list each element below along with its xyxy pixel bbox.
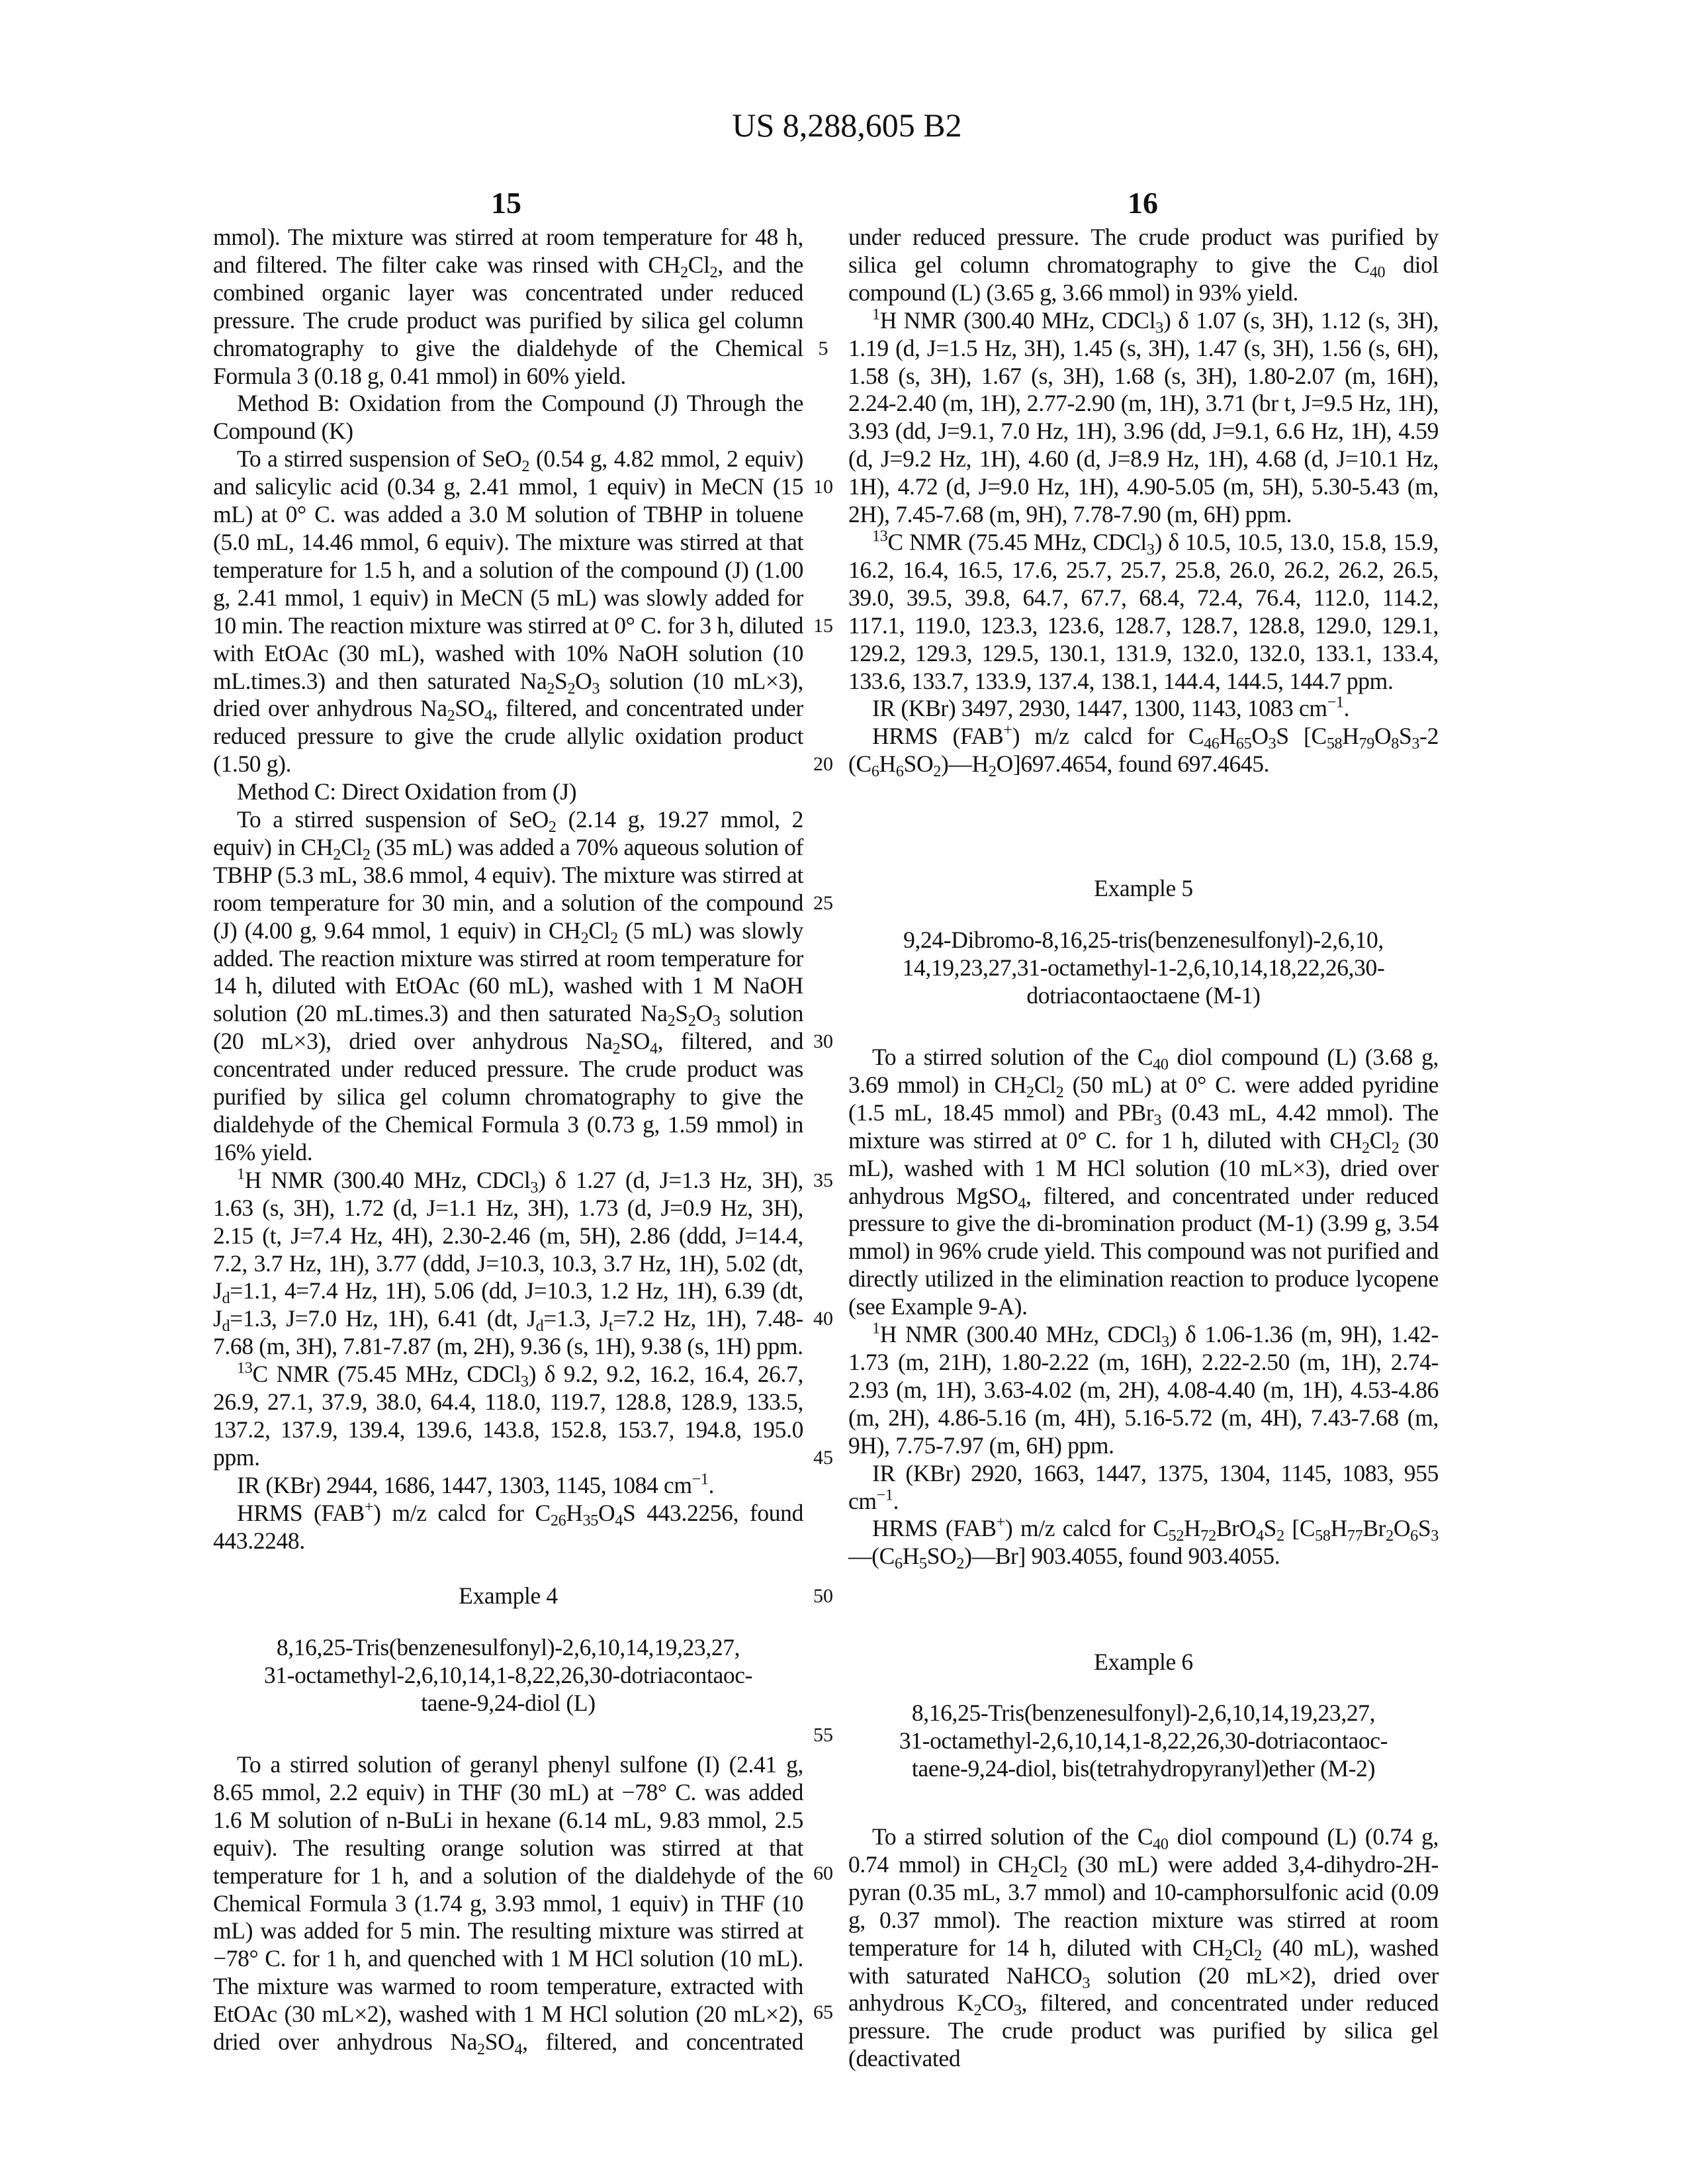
paragraph: mmol). The mixture was stirred at room temperature for 48 h, and filtered. The filter cake was rinsed with CH2Cl2, and the combined organic layer was concentrated under reduced pressure. The crude product was purified by silica gel column chromatography to give the dialdehyde of the Chemical Formula 3 (0.18 g, 0.41 mmol) in 60% yield. [213,224,803,390]
example-6-title [848,1700,1439,1783]
title-line: 8,16,25-Tris(benzenesulfonyl)-2,6,10,14,19,23,27, [848,1700,1439,1727]
paragraph: To a stirred solution of geranyl phenyl sulfone (I) (2.41 g, 8.65 mmol, 2.2 equiv) in THF (30 mL) at −78° C. was added 1.6 M solution of n-BuLi in hexane (6.14 mL, 9.83 mmol, 2.5 equiv). The resulting orange solution was stirred at that temperature for 1 h, and a solution of the dialdehyde of the Chemical Formula 3 (1.74 g, 3.93 mmol, 1 equiv) in THF (10 mL) was added for 5 min. The resulting mixture was stirred at −78° C. for 1 h, and quenched with 1 M HCl solution (10 mL). The mixture was warmed to room temperature, extracted with EtOAc (30 mL×2), washed with 1 M HCl solution (20 mL×2), dried over anhydrous Na2SO4, filtered, and concentrated [213,1751,803,2056]
paragraph: under reduced pressure. The crude product was purified by silica gel column chromatography to give the C40 diol compound (L) (3.65 g, 3.66 mmol) in 93% yield. [848,224,1439,307]
line-number: 65 [809,1999,838,2026]
line-number: 10 [809,473,838,501]
ir-data: IR (KBr) 3497, 2930, 1447, 1300, 1143, 1083 cm−1. [848,695,1439,723]
title-line: 31-octamethyl-2,6,10,14,1-8,22,26,30-dotriacontaoc- [848,1727,1439,1755]
h-nmr-data: 1H NMR (300.40 MHz, CDCl3) δ 1.07 (s, 3H), 1.12 (s, 3H), 1.19 (d, J=1.5 Hz, 3H), 1.45 (s, 3H), 1.47 (s, 3H), 1.56 (s, 6H), 1.58 (s, 3H), 1.67 (s, 3H), 1.68 (s, 3H), 1.80-2.07 (m, 16H), 2.24-2.40 (m, 1H), 2.77-2.90 (m, 1H), 3.71 (br t, J=9.5 Hz, 1H), 3.93 (dd, J=9.1, 7.0 Hz, 1H), 3.96 (dd, J=9.1, 6.6 Hz, 1H), 4.59 (d, J=9.2 Hz, 1H), 4.60 (d, J=8.9 Hz, 1H), 4.68 (d, J=10.1 Hz, 1H), 4.72 (d, J=9.0 Hz, 1H), 4.90-5.05 (m, 5H), 5.30-5.43 (m, 2H), 7.45-7.68 (m, 9H), 7.78-7.90 (m, 6H) ppm. [848,307,1439,529]
paragraph: To a stirred suspension of SeO2 (2.14 g, 19.27 mmol, 2 equiv) in CH2Cl2 (35 mL) was added a 70% aqueous solution of TBHP (5.3 mL, 38.6 mmol, 4 equiv). The mixture was stirred at room temperature for 30 min, and a solution of the compound (J) (4.00 g, 9.64 mmol, 1 equiv) in CH2Cl2 (5 mL) was slowly added. The reaction mixture was stirred at room temperature for 14 h, diluted with EtOAc (60 mL), washed with 1 M NaOH solution (20 mL.times.3) and then saturated Na2S2O3 solution (20 mL×3), dried over anhydrous Na2SO4, filtered, and concentrated under reduced pressure. The crude product was purified by silica gel column chromatography to give the dialdehyde of the Chemical Formula 3 (0.73 g, 1.59 mmol) in 16% yield. [213,806,803,1167]
line-number: 50 [809,1582,838,1610]
paragraph: To a stirred solution of the C40 diol compound (L) (3.68 g, 3.69 mmol) in CH2Cl2 (50 mL) at 0° C. were added pyridine (1.5 mL, 18.45 mmol) and PBr3 (0.43 mL, 4.42 mmol). The mixture was stirred at 0° C. for 1 h, diluted with CH2Cl2 (30 mL), washed with 1 M HCl solution (10 mL×3), dried over anhydrous MgSO4, filtered, and concentrated under reduced pressure to give the di-bromination product (M-1) (3.99 g, 3.54 mmol) in 96% crude yield. This compound was not purified and directly utilized in the elimination reaction to produce lycopene (see Example 9-A). [848,1044,1439,1321]
line-number: 60 [809,1860,838,1888]
line-number: 35 [809,1167,838,1195]
line-number: 20 [809,751,838,778]
hrms-data: HRMS (FAB+) m/z calcd for C52H72BrO4S2 [C58H77Br2O6S3—(C6H5SO2)—Br] 903.4055, found 903.4055. [848,1515,1439,1570]
line-number: 30 [809,1028,838,1056]
title-line: 8,16,25-Tris(benzenesulfonyl)-2,6,10,14,19,23,27, [213,1634,803,1662]
line-number: 5 [809,335,838,363]
line-number: 15 [809,612,838,640]
line-number: 45 [809,1444,838,1472]
hrms-data: HRMS (FAB+) m/z calcd for C26H35O4S 443.2256, found 443.2248. [213,1500,803,1555]
title-line: 9,24-Dibromo-8,16,25-tris(benzenesulfonyl)-2,6,10, [848,927,1439,954]
ir-data: IR (KBr) 2944, 1686, 1447, 1303, 1145, 1084 cm−1. [213,1472,803,1500]
title-line: 14,19,23,27,31-octamethyl-1-2,6,10,14,18,22,26,30- [848,954,1439,982]
line-number: 40 [809,1305,838,1333]
title-line: 31-octamethyl-2,6,10,14,1-8,22,26,30-dotriacontaoc- [213,1662,803,1690]
hrms-data: HRMS (FAB+) m/z calcd for C46H65O3S [C58H79O8S3-2 (C6H6SO2)—H2O]697.4654, found 697.4645. [848,723,1439,778]
method-b-heading: Method B: Oxidation from the Compound (J) Through the Compound (K) [213,390,803,445]
example-6-heading: Example 6 [848,1649,1439,1676]
c-nmr-data: 13C NMR (75.45 MHz, CDCl3) δ 10.5, 10.5, 13.0, 15.8, 15.9, 16.2, 16.4, 16.5, 17.6, 25.7, 25.7, 25.8, 26.0, 26.2, 26.2, 26.5, 39.0, 39.5, 39.8, 64.7, 67.7, 68.4, 72.4, 76.4, 112.0, 114.2, 117.1, 119.0, 123.3, 123.6, 128.7, 128.7, 128.8, 129.0, 129.1, 129.2, 129.3, 129.5, 130.1, 131.9, 132.0, 132.0, 133.1, 133.4, 133.6, 133.7, 133.9, 137.4, 138.1, 144.4, 144.5, 144.7 ppm. [848,529,1439,695]
paragraph: To a stirred solution of the C40 diol compound (L) (0.74 g, 0.74 mmol) in CH2Cl2 (30 mL) were added 3,4-dihydro-2H-pyran (0.35 mL, 3.7 mmol) and 10-camphorsulfonic acid (0.09 g, 0.37 mmol). The reaction mixture was stirred at room temperature for 14 h, diluted with CH2Cl2 (40 mL), washed with saturated NaHCO3 solution (20 mL×2), dried over anhydrous K2CO3, filtered, and concentrated under reduced pressure. The crude product was purified by silica gel (deactivated [848,1823,1439,2073]
ir-data: IR (KBr) 2920, 1663, 1447, 1375, 1304, 1145, 1083, 955 cm−1. [848,1460,1439,1516]
method-c-heading: Method C: Direct Oxidation from (J) [213,778,803,806]
line-number: 55 [809,1721,838,1749]
h-nmr-data: 1H NMR (300.40 MHz, CDCl3) δ 1.27 (d, J=1.3 Hz, 3H), 1.63 (s, 3H), 1.72 (d, J=1.1 Hz, 3H), 1.73 (d, J=0.9 Hz, 3H), 2.15 (t, J=7.4 Hz, 4H), 2.30-2.46 (m, 5H), 2.86 (ddd, J=14.4, 7.2, 3.7 Hz, 1H), 3.77 (ddd, J=10.3, 10.3, 3.7 Hz, 1H), 5.02 (dt, Jd=1.1, 4=7.4 Hz, 1H), 5.06 (dd, J=10.3, 1.2 Hz, 1H), 6.39 (dt, Jd=1.3, J=7.0 Hz, 1H), 6.41 (dt, Jd=1.3, Jt=7.2 Hz, 1H), 7.48-7.68 (m, 3H), 7.81-7.87 (m, 2H), 9.36 (s, 1H), 9.38 (s, 1H) ppm. [213,1167,803,1361]
title-line: taene-9,24-diol (L) [213,1690,803,1717]
title-line: taene-9,24-diol, bis(tetrahydropyranyl)ether (M-2) [848,1755,1439,1783]
c-nmr-data: 13C NMR (75.45 MHz, CDCl3) δ 9.2, 9.2, 16.2, 16.4, 26.7, 26.9, 27.1, 37.9, 38.0, 64.4, 118.0, 119.7, 128.8, 128.9, 133.5, 137.2, 137.9, 139.4, 139.6, 143.8, 152.8, 153.7, 194.8, 195.0 ppm. [213,1361,803,1472]
page-number-left: 15 [440,185,572,220]
example-4-heading: Example 4 [213,1582,803,1610]
title-line: dotriacontaoctaene (M-1) [848,982,1439,1010]
example-5-title [848,927,1439,1010]
page-number-right: 16 [1077,185,1209,220]
line-number: 25 [809,889,838,917]
patent-number: US 8,288,605 B2 [0,106,1694,144]
example-5-heading: Example 5 [848,875,1439,903]
paragraph: To a stirred suspension of SeO2 (0.54 g, 4.82 mmol, 2 equiv) and salicylic acid (0.34 g, 2.41 mmol, 1 equiv) in MeCN (15 mL) at 0° C. was added a 3.0 M solution of TBHP in toluene (5.0 mL, 14.46 mmol, 6 equiv). The mixture was stirred at that temperature for 1.5 h, and a solution of the compound (J) (1.00 g, 2.41 mmol, 1 equiv) in MeCN (5 mL) was slowly added for 10 min. The reaction mixture was stirred at 0° C. for 3 h, diluted with EtOAc (30 mL), washed with 10% NaOH solution (10 mL.times.3) and then saturated Na2S2O3 solution (10 mL×3), dried over anhydrous Na2SO4, filtered, and concentrated under reduced pressure to give the crude allylic oxidation product (1.50 g). [213,445,803,778]
example-4-title [213,1634,803,1717]
h-nmr-data: 1H NMR (300.40 MHz, CDCl3) δ 1.06-1.36 (m, 9H), 1.42-1.73 (m, 21H), 1.80-2.22 (m, 16H), 2.22-2.50 (m, 1H), 2.74-2.93 (m, 1H), 3.63-4.02 (m, 2H), 4.08-4.40 (m, 1H), 4.53-4.86 (m, 2H), 4.86-5.16 (m, 4H), 5.16-5.72 (m, 4H), 7.43-7.68 (m, 9H), 7.75-7.97 (m, 6H) ppm. [848,1321,1439,1460]
